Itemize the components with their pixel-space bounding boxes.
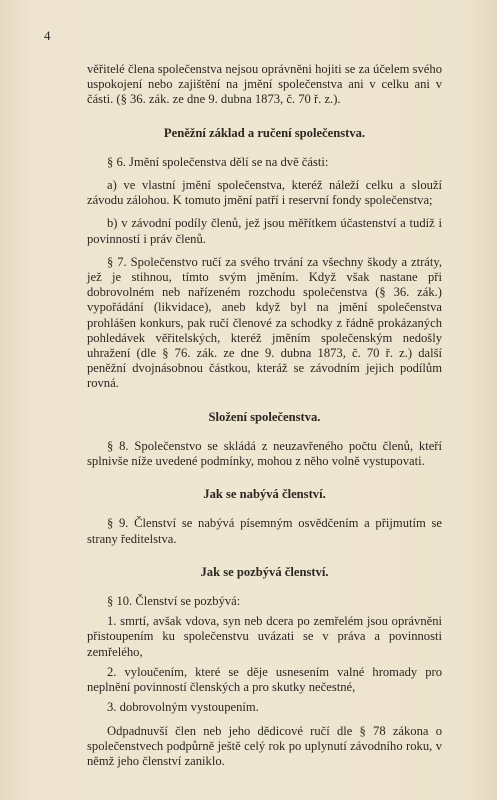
- paragraph-section-6b: b) v závodní podíly členů, jež jsou měřítkem účastenství a tudíž i povinností i práv členů.: [87, 216, 442, 246]
- section-heading-losing-membership: Jak se pozbývá členství.: [200, 564, 329, 579]
- membership-loss-list: [87, 614, 442, 715]
- paragraph-continuation: věřitelé člena společenstva nejsou oprávněni hojiti se za účelem svého uspokojení nebo zajištění na jmění společenstva ani v celku ani v části. (§ 36. zák. ze dne 9. dubna 1873, č. 70 ř. z.).: [87, 62, 442, 107]
- paragraph-section-6a: a) ve vlastní jmění společenstva, kteréž náleží celku a slouží závodu zálohou. K tomuto jmění patří i reservní fondy společenstva;: [87, 178, 442, 208]
- paragraph-section-8: § 8. Společenstvo se skládá z neuzavřeného počtu členů, kteří splnivše níže uvedené podmínky, mohou z něho volně vystupovati.: [87, 438, 442, 469]
- page-content: [87, 62, 442, 769]
- page-number: 4: [44, 28, 51, 43]
- paragraph-section-6: § 6. Jmění společenstva dělí se na dvě části:: [107, 154, 329, 169]
- list-item: 1. smrtí, avšak vdova, syn neb dcera po zemřelém jsou oprávněni přistoupením ku společenstvu uvázati se v práva a povinnosti zemřelého,: [87, 614, 442, 659]
- section-heading-acquiring-membership: Jak se nabývá členství.: [203, 487, 326, 502]
- paragraph-section-7: § 7. Společenstvo ručí za svého trvání za všechny škody a ztráty, jež je stihnou, tímto svým jměním. Když však nastane při dobrovolném neb nařízeném rozchodu společenstva (§ 36. zák.) vypořádání (likvidace), aneb když byl na jmění společenstva prohlášen konkurs, pak ručí členové za schodky z řádně prokázaných pohledávek věřitelských, kteréž jměním společenským nedošly uhražení (dle § 76. zák. ze dne 9. dubna 1873, č. 70 ř. z.) další peněžní dvojnásobnou částkou, kteráž se závodním jejich podílům rovná.: [87, 254, 442, 391]
- paragraph-section-10: § 10. Členství se pozbývá:: [107, 594, 241, 609]
- paragraph-section-9: § 9. Členství se nabývá písemným osvědčením a přijmutím se strany ředitelstva.: [87, 516, 442, 546]
- list-item: 2. vyloučením, které se děje usnesením valné hromady pro neplnění povinností členských a pro skutky nečestné,: [87, 664, 442, 695]
- paragraph-closing: Odpadnuvší člen neb jeho dědicové ručí dle § 78 zákona o společenstvech podpůrně ještě celý rok po uplynutí závodního roku, v němž jeho členství zaniklo.: [87, 723, 442, 768]
- section-heading-composition: Složení společenstva.: [208, 409, 321, 424]
- list-item: 3. dobrovolným vystoupením.: [107, 700, 259, 715]
- section-heading-financial-basis: Peněžní základ a ručení společenstva.: [163, 125, 366, 140]
